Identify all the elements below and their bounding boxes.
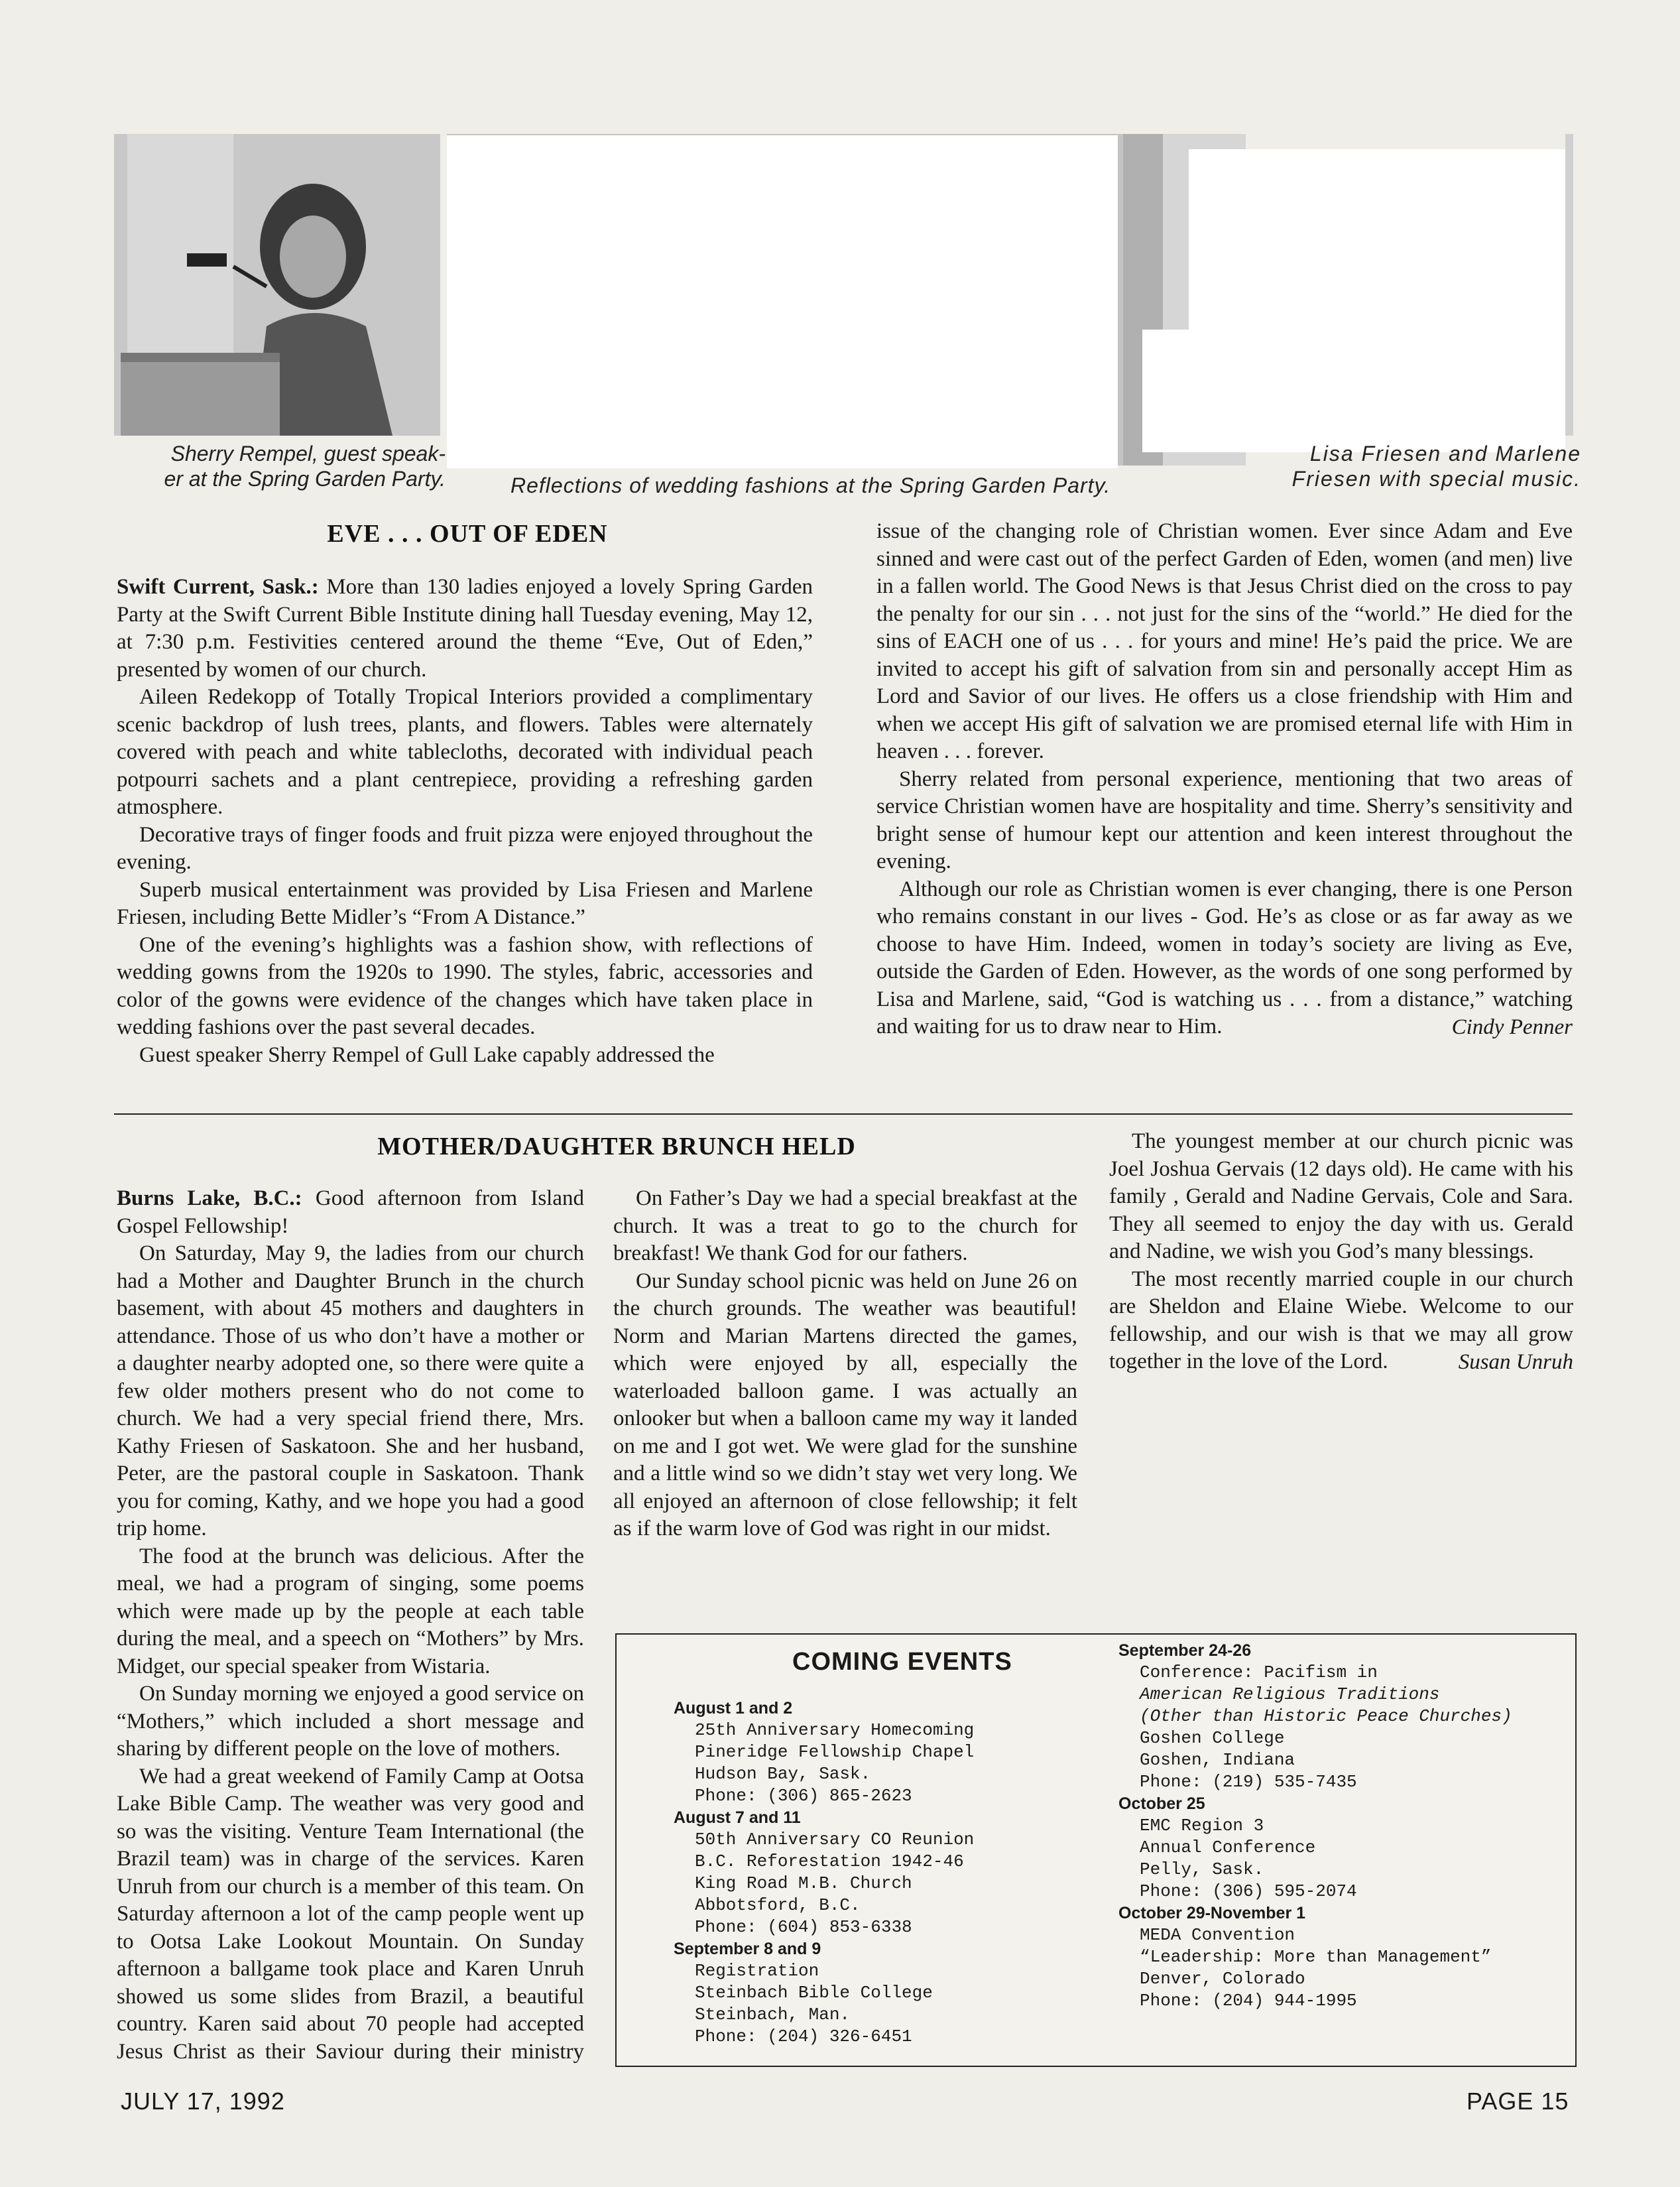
- photo-sherry-rempel: [114, 134, 440, 436]
- footer-date: JULY 17, 1992: [121, 2088, 285, 2115]
- event-line: Pelly, Sask.: [1140, 1859, 1264, 1879]
- photo-redaction-right-lower: [1142, 330, 1565, 452]
- caption-sherry-rempel: [114, 441, 446, 491]
- article-brunch-p1-text: Good afternoon from Island Gospel Fellowship!: [117, 1186, 584, 1238]
- photo-redaction-right: [1189, 149, 1565, 330]
- event-line: Steinbach, Man.: [695, 2005, 851, 2025]
- event-october-25: [1118, 1793, 1569, 1903]
- caption-friesen-line-2: Friesen with special music.: [1291, 467, 1581, 491]
- signature-susan-unruh: Susan Unruh: [1458, 1349, 1573, 1374]
- article-brunch-paragraph-2: On Saturday, May 9, the ladies from our church had a Mother and Daughter Brunch in the church basement, with about 45 mothers and daughters in attendance. Those of us who don’t have a mother or a daughter nearby adopted one, so there were quite a few older mothers present who do not come to church. We had a very special friend there, Mrs. Kathy Friesen of Saskatoon. She and her husband, Peter, are the pastoral couple in Saskatoon. Thank you for coming, Kathy, and we hope you had a good trip home.: [117, 1241, 584, 1540]
- event-line: Phone: (306) 595-2074: [1140, 1881, 1357, 1901]
- events-column-left: [674, 1698, 1071, 2048]
- event-august-7-11: [674, 1807, 1071, 1938]
- article-eve-paragraph-2: Aileen Redekopp of Totally Tropical Interiors provided a complimentary scenic backdrop of lush trees, plants, and flowers. Tables were alternately covered with peach and white tablecloths, decorated with individual peach potpourri sachets and a plant centrepiece, providing a refreshing garden atmosphere.: [117, 685, 813, 819]
- article-divider: [114, 1113, 1573, 1115]
- event-line: “Leadership: More than Management”: [1140, 1947, 1492, 1967]
- article-brunch-column-3: [1109, 1128, 1573, 1376]
- article-brunch-paragraph-3: The food at the brunch was delicious. After the meal, we had a program of singing, some poems which were made up by the people at each table during the meal, and a speech on “Mothers” by Mrs. Midget, our special speaker from Wistaria.: [117, 1544, 584, 1678]
- event-line: Steinbach Bible College: [695, 1983, 933, 2003]
- event-october-29-november-1: [1118, 1903, 1569, 2012]
- footer-page-number: PAGE 15: [1467, 2088, 1569, 2115]
- event-date: October 29-November 1: [1118, 1904, 1306, 1922]
- article-eve-headline: EVE . . . OUT OF EDEN: [327, 520, 608, 548]
- photo-friesen-music: [1565, 134, 1573, 436]
- event-line: Phone: (306) 865-2623: [695, 1786, 912, 1806]
- caption-sherry-line-1: Sherry Rempel, guest speak-: [170, 442, 446, 466]
- dateline-swift-current: Swift Current, Sask.:: [117, 575, 319, 599]
- event-line: Phone: (219) 535-7435: [1140, 1772, 1357, 1792]
- event-date: September 8 and 9: [674, 1940, 821, 1958]
- event-line: Goshen College: [1140, 1728, 1285, 1748]
- event-line: Hudson Bay, Sask.: [695, 1764, 871, 1784]
- events-column-right: [1118, 1640, 1569, 2012]
- article-brunch-column-2: [613, 1185, 1077, 1583]
- event-line: Conference: Pacifism in: [1140, 1662, 1378, 1682]
- caption-friesen-music: [1213, 441, 1581, 491]
- article-eve-paragraph-7: issue of the changing role of Christian women. Ever since Adam and Eve sinned and were cast out of the perfect Garden of Eden, women (and men) live in a fallen world. The Good News is that Jesus Christ died on the cross to pay the penalty for our sin . . . not just for the sins of the “world.” He died for the sins of EACH one of us . . . for yours and mine! He’s paid the price. We are invited to accept his gift of salvation from sin and personally accept Him as Lord and Savior of our lives. He offers us a close friendship with Him and when we accept His gift of salvation we are promised eternal life with Him in heaven . . . forever.: [876, 519, 1573, 763]
- article-eve-paragraph-9: Although our role as Christian women is ever changing, there is one Person who remains constant in our lives - God. He’s as close or as far away as we choose to have Him. Indeed, women in today’s society are living as Eve, outside the Garden of Eden. However, as the words of one song performed by Lisa and Marlene, said, “God is watching us . . . from a distance,” watching and waiting for us to draw near to Him.: [876, 877, 1573, 1038]
- event-line: Phone: (204) 326-6451: [695, 2027, 912, 2046]
- article-eve-column-right: [876, 518, 1573, 1041]
- event-september-24-26: [1118, 1640, 1569, 1793]
- event-date: August 1 and 2: [674, 1699, 793, 1718]
- event-line: Annual Conference: [1140, 1838, 1316, 1857]
- article-brunch-paragraph-9: The most recently married couple in our church are Sheldon and Elaine Wiebe. Welcome to our fellowship, and our wish is that we may all grow together in the love of the Lord.: [1109, 1267, 1573, 1373]
- article-brunch-paragraph-8: The youngest member at our church picnic was Joel Joshua Gervais (12 days old). He came with his family , Gerald and Nadine Gervais, Cole and Sara. They all seemed to enjoy the day with us. Gerald and Nadine, we wish you God’s many blessings.: [1109, 1129, 1573, 1263]
- article-brunch-paragraph-1: [117, 1185, 584, 1240]
- event-line: 25th Anniversary Homecoming: [695, 1720, 975, 1740]
- event-line: King Road M.B. Church: [695, 1873, 912, 1893]
- event-line: Abbotsford, B.C.: [695, 1895, 861, 1915]
- event-september-8-9: [674, 1938, 1071, 2048]
- article-brunch-paragraph-5: We had a great weekend of Family Camp at Ootsa Lake Bible Camp. The weather was very good and so was the visiting. Venture Team International (the Brazil team) was in charge of the services. Karen Unruh from our church is a member of this team. On Saturday afternoon a lot of the camp people went up to Ootsa Lake Lookout Mountain. On Sunday afternoon a ballgame took place and Karen Unruh showed us some slides from Brazil, a beautiful country. Karen said about 70 people had accepted Jesus Christ as their Saviour during their ministry: [117, 1764, 584, 2064]
- event-line: Phone: (604) 853-6338: [695, 1917, 912, 1937]
- signature-cindy-penner: Cindy Penner: [1451, 1015, 1573, 1039]
- event-line: Denver, Colorado: [1140, 1969, 1305, 1989]
- caption-sherry-line-2: er at the Spring Garden Party.: [164, 467, 446, 491]
- article-brunch-headline: MOTHER/DAUGHTER BRUNCH HELD: [377, 1133, 856, 1160]
- event-line: B.C. Reforestation 1942-46: [695, 1851, 964, 1871]
- event-line: Pineridge Fellowship Chapel: [695, 1742, 975, 1762]
- coming-events-box: [615, 1633, 1577, 2067]
- article-eve-paragraph-5: One of the evening’s highlights was a fashion show, with reflections of wedding gowns from the 1920s to 1990. The styles, fabric, accessories and color of the gowns were evidence of the changes which have taken place in wedding fashions over the past several decades.: [117, 932, 813, 1039]
- photo-redaction-center: [447, 135, 1118, 468]
- article-eve-paragraph-1: [117, 574, 813, 684]
- article-brunch-paragraph-4: On Sunday morning we enjoyed a good service on “Mothers,” which included a short message and sharing by different people on the love of mothers.: [117, 1682, 584, 1761]
- caption-friesen-line-1: Lisa Friesen and Marlene: [1309, 442, 1581, 466]
- article-eve-p1-text: More than 130 ladies enjoyed a lovely Spring Garden Party at the Swift Current Bible Institute dining hall Tuesday evening, May 12, at 7:30 p.m. Festivities centered around the theme “Eve, Out of Eden,” presented by women of our church.: [117, 575, 813, 682]
- article-eve-column-left: [117, 574, 813, 1069]
- event-line: Goshen, Indiana: [1140, 1750, 1295, 1770]
- event-line: Phone: (204) 944-1995: [1140, 1991, 1357, 2011]
- caption-wedding-fashions: Reflections of wedding fashions at the Spring Garden Party.: [510, 473, 1111, 497]
- event-line: American Religious Traditions: [1140, 1684, 1440, 1704]
- event-line: Registration: [695, 1961, 819, 1981]
- article-eve-paragraph-3: Decorative trays of finger foods and fruit pizza were enjoyed throughout the evening.: [117, 822, 813, 874]
- article-brunch-column-1: [117, 1185, 584, 2064]
- dateline-burns-lake: Burns Lake, B.C.:: [117, 1186, 302, 1210]
- event-date: August 7 and 11: [674, 1808, 801, 1827]
- coming-events-title: COMING EVENTS: [792, 1648, 1012, 1676]
- article-eve-paragraph-6: Guest speaker Sherry Rempel of Gull Lake capably addressed the: [139, 1042, 715, 1067]
- event-line: EMC Region 3: [1140, 1816, 1264, 1836]
- article-brunch-paragraph-7: Our Sunday school picnic was held on June 26 on the church grounds. The weather was beautiful! Norm and Marian Martens directed the games, which were enjoyed by all, especially the waterloaded balloon game. I was actually an onlooker but when a balloon came my way it landed on me and I got wet. We were glad for the sunshine and a little wind so we didn’t stay wet very long. We all enjoyed an afternoon of close fellowship; it felt as if the warm love of God was right in our midst.: [613, 1269, 1077, 1540]
- event-line: MEDA Convention: [1140, 1925, 1295, 1945]
- event-august-1-2: [674, 1698, 1071, 1807]
- speaker-photo-graphic: [114, 134, 440, 436]
- event-date: September 24-26: [1118, 1641, 1252, 1660]
- event-line: 50th Anniversary CO Reunion: [695, 1830, 975, 1849]
- article-brunch-paragraph-6: On Father’s Day we had a special breakfast at the church. It was a treat to go to the church for breakfast! We thank God for our fathers.: [613, 1186, 1077, 1265]
- article-eve-paragraph-8: Sherry related from personal experience, mentioning that two areas of service Christian women have are hospitality and time. Sherry’s sensitivity and bright sense of humour kept our attention and keen interest throughout the evening.: [876, 767, 1573, 873]
- event-date: October 25: [1118, 1794, 1205, 1813]
- article-eve-paragraph-4: Superb musical entertainment was provided by Lisa Friesen and Marlene Friesen, including Bette Midler’s “From A Distance.”: [117, 877, 813, 929]
- event-line: (Other than Historic Peace Churches): [1140, 1706, 1512, 1726]
